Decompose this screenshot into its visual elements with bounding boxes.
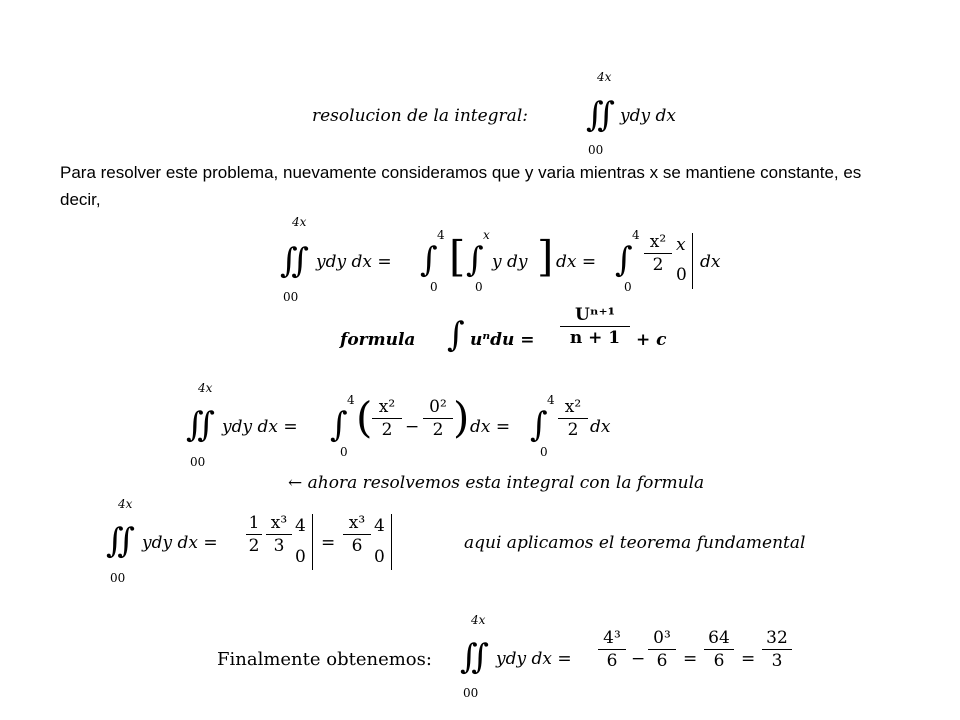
title-upper-limit: 4x bbox=[597, 70, 612, 84]
eq2-int-lower: 0 bbox=[340, 445, 348, 459]
final-eq-1: = bbox=[683, 649, 698, 669]
title-integrand: ydy dx bbox=[620, 106, 676, 126]
final-label: Finalmente obtenemos: bbox=[217, 649, 432, 670]
eq3-upper: 4x bbox=[118, 497, 133, 511]
final-frac-3 bbox=[704, 628, 734, 671]
eval-bar bbox=[312, 514, 313, 570]
eq3-lower: 00 bbox=[110, 571, 126, 585]
eq2-end: dx bbox=[590, 417, 611, 437]
double-integral-symbol: ∬ bbox=[106, 521, 135, 561]
eq3-eval1-bot: 0 bbox=[295, 547, 306, 567]
eval-bar bbox=[692, 233, 693, 289]
integral-symbol: ∫ bbox=[466, 240, 484, 280]
eq2-f2-num: 0² bbox=[423, 397, 453, 419]
eq1-outer-upper: 4 bbox=[437, 228, 445, 242]
eq2-int2-upper: 4 bbox=[547, 393, 555, 407]
eq3-eval2-top: 4 bbox=[374, 516, 385, 536]
eq3-lhs: ydy dx = bbox=[142, 533, 218, 553]
note-fundamental-theorem: aqui aplicamos el teorema fundamental bbox=[464, 533, 806, 553]
eq3-eval1-top: 4 bbox=[295, 516, 306, 536]
eq3-f2-num: x³ bbox=[266, 513, 292, 535]
note-apply-formula: ← ahora resolvemos esta integral con la formula bbox=[288, 473, 705, 493]
final-lower: 00 bbox=[463, 686, 479, 700]
eq2-minus: − bbox=[405, 417, 420, 437]
formula-num: Uⁿ⁺¹ bbox=[560, 305, 630, 327]
eq1-lhs: ydy dx = bbox=[316, 252, 392, 272]
formula-den: n + 1 bbox=[569, 328, 621, 348]
eq2-lhs: ydy dx = bbox=[222, 417, 298, 437]
eq3-f3-den: 6 bbox=[351, 536, 363, 556]
eq1-fraction bbox=[644, 232, 672, 275]
right-paren: ) bbox=[453, 393, 470, 442]
eq1-lower: 00 bbox=[283, 290, 299, 304]
eq3-frac-3 bbox=[343, 513, 371, 556]
formula-label: formula bbox=[340, 330, 416, 350]
eq2-upper: 4x bbox=[198, 381, 213, 395]
eq1-upper: 4x bbox=[292, 215, 307, 229]
eq2-int2-lower: 0 bbox=[540, 445, 548, 459]
final-f3-num: 64 bbox=[704, 628, 734, 650]
left-bracket: [ bbox=[449, 232, 466, 281]
eq1-frac-den: 2 bbox=[652, 255, 664, 275]
eq2-frac-1 bbox=[372, 397, 402, 440]
eq3-eq: = bbox=[321, 533, 336, 553]
eq2-f1-num: x² bbox=[372, 397, 402, 419]
eq2-frac-3 bbox=[558, 397, 588, 440]
final-lhs: ydy dx = bbox=[496, 649, 572, 669]
eq3-eval2-bot: 0 bbox=[374, 547, 385, 567]
eq2-lower: 00 bbox=[190, 455, 206, 469]
eq2-frac-2 bbox=[423, 397, 453, 440]
final-eq-2: = bbox=[741, 649, 756, 669]
final-f2-num: 0³ bbox=[648, 628, 676, 650]
eq2-mid: dx = bbox=[470, 417, 511, 437]
eq1-outer-lower: 0 bbox=[430, 280, 438, 294]
final-frac-4 bbox=[762, 628, 792, 671]
eq3-frac-2 bbox=[266, 513, 292, 556]
eq1-inner-lower: 0 bbox=[475, 280, 483, 294]
eq1-eval-top: x bbox=[676, 235, 686, 255]
eq1-frac-num: x² bbox=[644, 232, 672, 254]
eq2-f2-den: 2 bbox=[432, 420, 444, 440]
eq3-f1-num: 1 bbox=[246, 513, 262, 535]
intro-paragraph: Para resolver este problema, nuevamente consideramos que y varia mientras x se mantiene constante, es decir, bbox=[60, 163, 862, 209]
double-integral-symbol: ∬ bbox=[280, 241, 309, 281]
final-f3-den: 6 bbox=[713, 651, 725, 671]
eq1-inner: y dy bbox=[492, 252, 528, 272]
eq3-f1-den: 2 bbox=[248, 536, 260, 556]
double-integral-symbol: ∬ bbox=[586, 95, 615, 135]
eval-bar bbox=[391, 514, 392, 570]
left-paren: ( bbox=[356, 393, 373, 442]
eq1-mid: dx = bbox=[556, 252, 597, 272]
final-frac-2 bbox=[648, 628, 676, 671]
right-bracket: ] bbox=[537, 232, 554, 281]
title-lower-limit: 00 bbox=[588, 143, 604, 157]
eq3-f3-num: x³ bbox=[343, 513, 371, 535]
title-label: resolucion de la integral: bbox=[312, 106, 528, 126]
final-f4-num: 32 bbox=[762, 628, 792, 650]
final-frac-1 bbox=[598, 628, 626, 671]
eq2-f3-den: 2 bbox=[567, 420, 579, 440]
formula-integrand: uⁿdu = bbox=[470, 330, 535, 350]
integral-symbol: ∫ bbox=[615, 240, 633, 280]
final-f4-den: 3 bbox=[771, 651, 783, 671]
eq1-res-upper: 4 bbox=[632, 228, 640, 242]
final-upper: 4x bbox=[471, 613, 486, 627]
eq1-inner-upper: x bbox=[483, 228, 490, 242]
double-integral-symbol: ∬ bbox=[460, 637, 489, 677]
eq2-f1-den: 2 bbox=[381, 420, 393, 440]
final-minus: − bbox=[631, 649, 646, 669]
eq1-eval-bot: 0 bbox=[676, 265, 687, 285]
integral-symbol: ∫ bbox=[530, 405, 548, 445]
final-f1-den: 6 bbox=[606, 651, 618, 671]
eq3-f2-den: 3 bbox=[273, 536, 285, 556]
eq2-int-upper: 4 bbox=[347, 393, 355, 407]
eq1-res-lower: 0 bbox=[624, 280, 632, 294]
formula-fraction bbox=[560, 305, 630, 348]
double-integral-symbol: ∬ bbox=[186, 405, 215, 445]
integral-symbol: ∫ bbox=[330, 405, 348, 445]
final-f1-num: 4³ bbox=[598, 628, 626, 650]
integral-symbol: ∫ bbox=[420, 240, 438, 280]
integral-symbol: ∫ bbox=[447, 315, 465, 355]
eq1-end: dx bbox=[700, 252, 721, 272]
final-f2-den: 6 bbox=[656, 651, 668, 671]
eq2-f3-num: x² bbox=[558, 397, 588, 419]
formula-plus-c: + c bbox=[636, 330, 667, 350]
eq3-frac-1 bbox=[246, 513, 262, 556]
